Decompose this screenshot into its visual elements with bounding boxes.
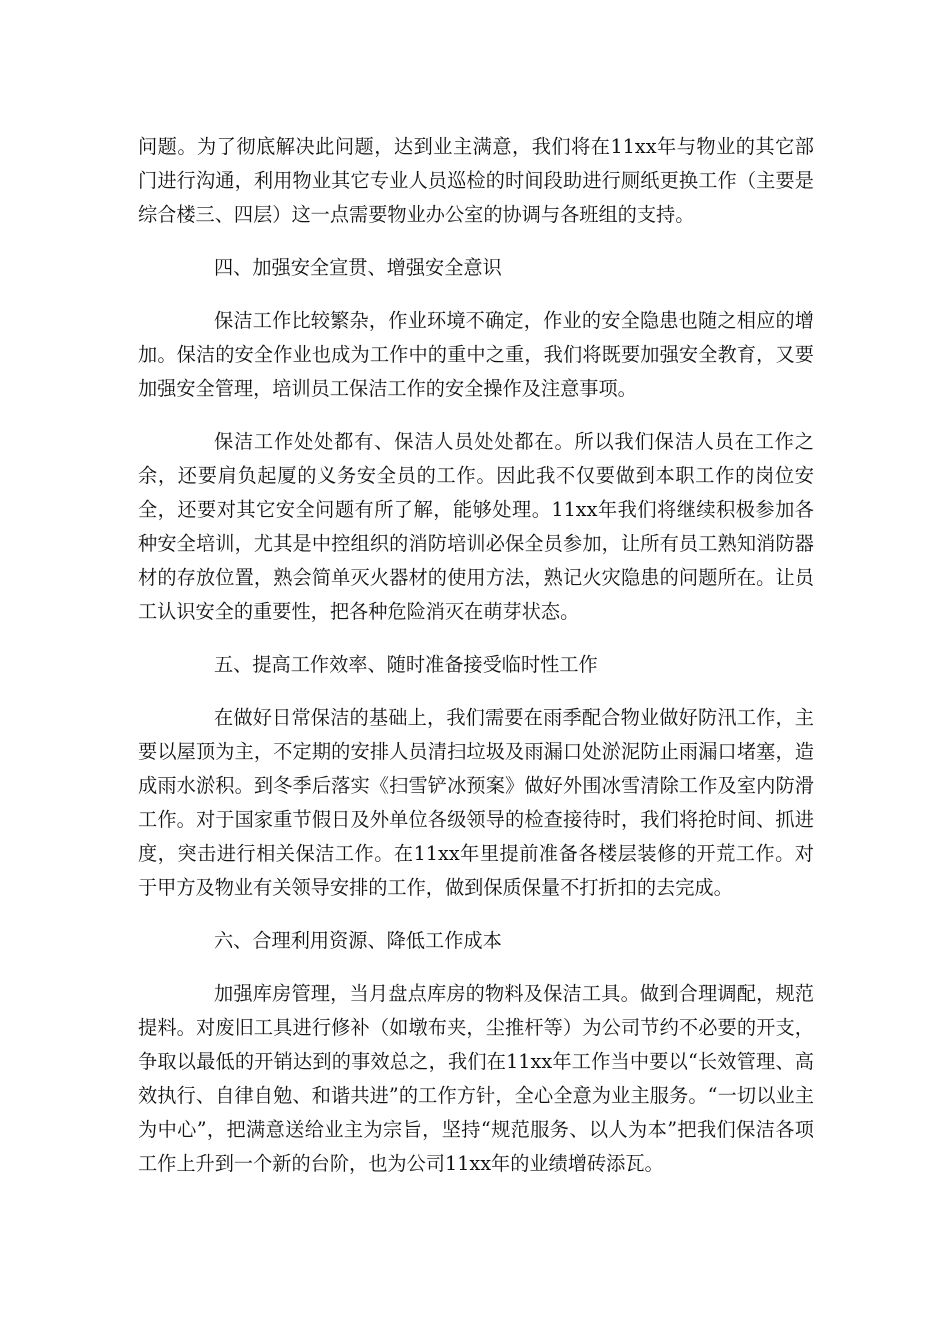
section-heading-cost: 六、合理利用资源、降低工作成本 — [214, 929, 502, 952]
section-heading-efficiency: 五、提高工作效率、随时准备接受临时性工作 — [214, 653, 598, 676]
paragraph-safety-management: 保洁工作比较繁杂，作业环境不确定，作业的安全隐患也随之相应的增加。保洁的安全作业也成为工作中的重中之重，我们将既要加强安全教育，又要加强安全管理，培训员工保洁工作的安全操作及注意事项。 — [138, 309, 814, 400]
paragraph-resource-management: 加强库房管理，当月盘点库房的物料及保洁工具。做到合理调配，规范提料。对废旧工具进行修补（如墩布夹，尘推杆等）为公司节约不必要的开支，争取以最低的开销达到的事效总之，我们在11xx年工作当中要以“长效管理、高效执行、自律自勉、和谐共进”的工作方针，全心全意为业主服务。“一切以业主为中心”，把满意送给业主为宗旨，坚持“规范服务、以人为本”把我们保洁各项工作上升到一个新的台阶，也为公司11xx年的业绩增砖添瓦。 — [138, 982, 814, 1175]
paragraph-temporary-work: 在做好日常保洁的基础上，我们需要在雨季配合物业做好防汛工作，主要以屋顶为主，不定期的安排人员清扫垃圾及雨漏口处淤泥防止雨漏口堵塞，造成雨水淤积。到冬季后落实《扫雪铲冰预案》做好外围冰雪清除工作及室内防滑工作。对于国家重节假日及外单位各级领导的检查接待时，我们将抢时间、抓进度，突击进行相关保洁工作。在11xx年里提前准备各楼层装修的开荒工作。对于甲方及物业有关领导安排的工作，做到保质保量不打折扣的去完成。 — [138, 706, 814, 899]
paragraph-toilet-paper: 问题。为了彻底解决此问题，达到业主满意，我们将在11xx年与物业的其它部门进行沟通，利用物业其它专业人员巡检的时间段助进行厕纸更换工作（主要是综合楼三、四层）这一点需要物业办公室的协调与各班组的支持。 — [138, 135, 814, 226]
document-page — [138, 130, 814, 1200]
paragraph-safety-training: 保洁工作处处都有、保洁人员处处都在。所以我们保洁人员在工作之余，还要肩负起厦的义务安全员的工作。因此我不仅要做到本职工作的岗位安全，还要对其它安全问题有所了解，能够处理。11xx年我们将继续积极参加各种安全培训，尤其是中控组织的消防培训必保全员参加，让所有员工熟知消防器材的存放位置，熟会简单灭火器材的使用方法，熟记火灾隐患的问题所在。让员工认识安全的重要性，把各种危险消灭在萌芽状态。 — [138, 430, 814, 623]
section-heading-safety: 四、加强安全宣贯、增强安全意识 — [214, 256, 502, 279]
